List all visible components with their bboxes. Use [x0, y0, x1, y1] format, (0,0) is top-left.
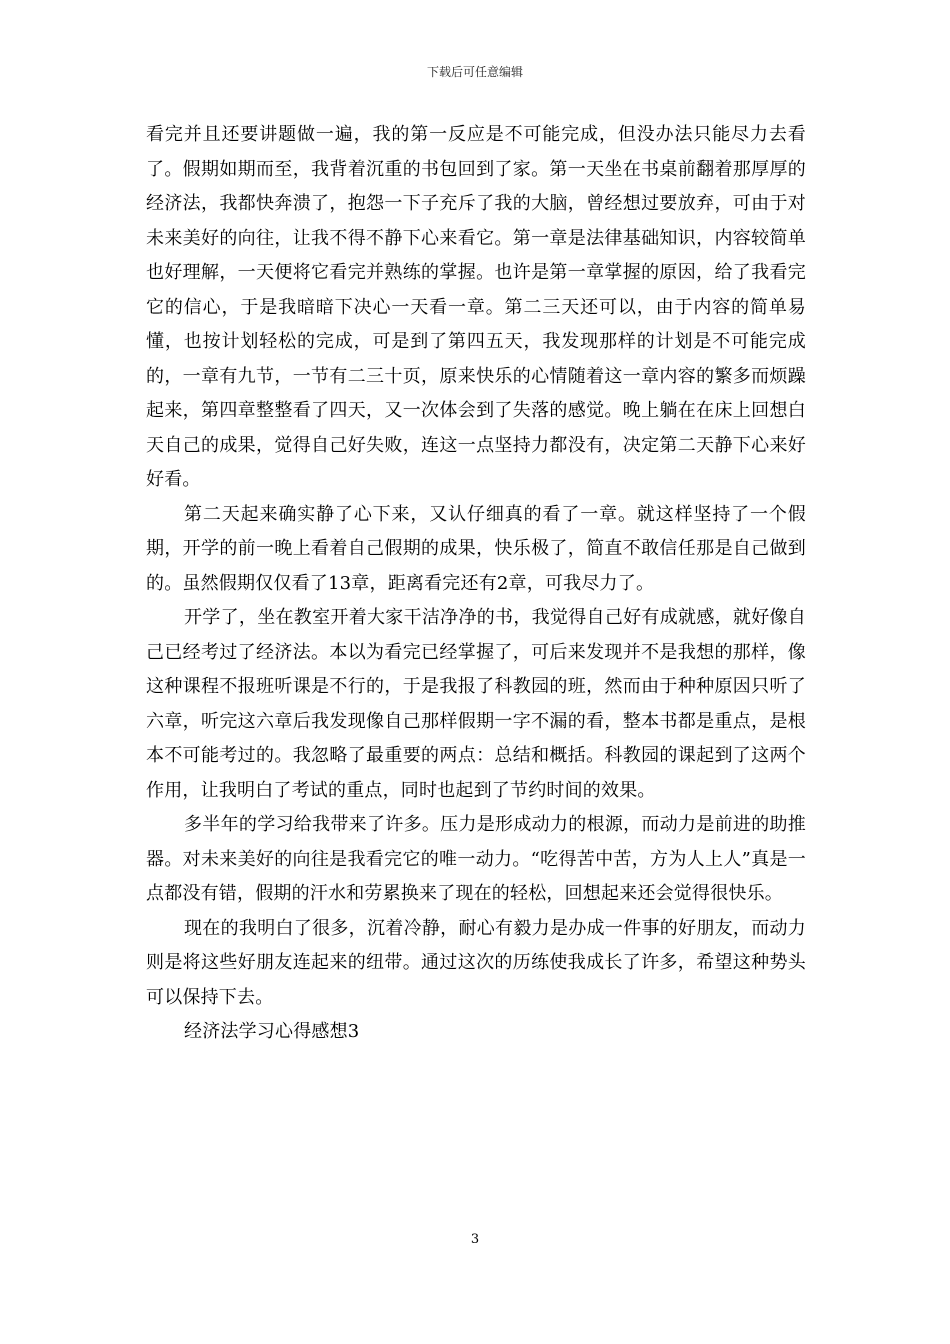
page-header: 下载后可任意编辑: [426, 65, 523, 79]
paragraph-3: 开学了，坐在教室开着大家干洁净净的书，我觉得自己好有成就感，就好像自己已经考过了经济法。本以为看完已经掌握了，可后来发现并不是我想的那样，像这种课程不报班听课是不行的，于是我报了科教园的班，然而由于种种原因只听了六章，听完这六章后我发现像自己那样假期一字不漏的看，整本书都是重点，是根本不可能考过的。我忽略了最重要的两点：总结和概括。科教园的课起到了这两个作用，让我明白了考试的重点，同时也起到了节约时间的效果。: [146, 607, 806, 801]
paragraph-5: 现在的我明白了很多，沉着冷静，耐心有毅力是办成一件事的好朋友，而动力则是将这些好朋友连起来的纽带。通过这次的历练使我成长了许多，希望这种势头可以保持下去。: [146, 917, 806, 1008]
document-body: [146, 118, 806, 1050]
section-heading: 经济法学习心得感想3: [184, 1021, 360, 1042]
paragraph-4: 多半年的学习给我带来了许多。压力是形成动力的根源，而动力是前进的助推器。对未来美好的向往是我看完它的唯一动力。“吃得苦中苦，方为人上人”真是一点都没有错，假期的汗水和劳累换来了现在的轻松，回想起来还会觉得很快乐。: [146, 814, 806, 904]
paragraph-1: 看完并且还要讲题做一遍，我的第一反应是不可能完成，但没办法只能尽力去看了。假期如期而至，我背着沉重的书包回到了家。第一天坐在书桌前翻着那厚厚的经济法，我都快奔溃了，抱怨一下子充斥了我的大脑，曾经想过要放弃，可由于对未来美好的向往，让我不得不静下心来看它。第一章是法律基础知识，内容较简单也好理解，一天便将它看完并熟练的掌握。也许是第一章掌握的原因，给了我看完它的信心，于是我暗暗下决心一天看一章。第二三天还可以，由于内容的简单易懂，也按计划轻松的完成，可是到了第四五天，我发现那样的计划是不可能完成的，一章有九节，一节有二三十页，原来快乐的心情随着这一章内容的繁多而烦躁起来，第四章整整看了四天，又一次体会到了失落的感觉。晚上躺在在床上回想白天自己的成果，觉得自己好失败，连这一点坚持力都没有，决定第二天静下心来好好看。: [146, 124, 806, 490]
paragraph-2: 第二天起来确实静了心下来，又认仔细真的看了一章。就这样坚持了一个假期，开学的前一晚上看着自己假期的成果，快乐极了，简直不敢信任那是自己做到的。虽然假期仅仅看了13章，距离看完还有2章，可我尽力了。: [146, 503, 806, 594]
page-number: 3: [470, 1232, 480, 1247]
